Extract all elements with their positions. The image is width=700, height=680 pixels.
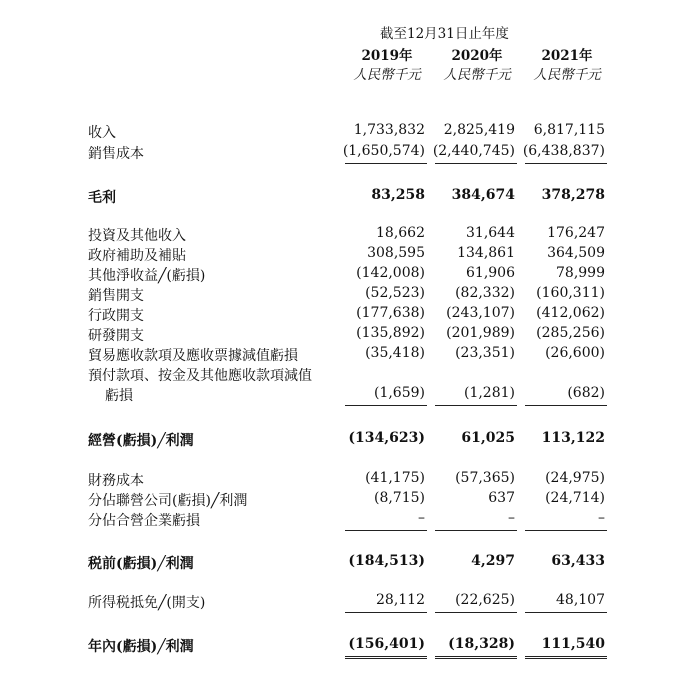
row-label: 毛利	[88, 190, 116, 206]
value-2019: (177,638)	[356, 305, 425, 321]
row-label: 研發開支	[88, 328, 144, 344]
value-2021: 176,247	[547, 225, 605, 241]
value-2019: (41,175)	[365, 470, 425, 486]
value-2020: –	[508, 510, 515, 526]
row-investment-income	[0, 225, 700, 245]
row-profit-for-year	[0, 636, 700, 656]
row-cost-of-sales	[0, 143, 700, 163]
value-2019: 308,595	[367, 245, 425, 261]
value-2020: 61,025	[461, 430, 515, 446]
row-label: 收入	[88, 125, 116, 141]
value-2020: (23,351)	[455, 345, 515, 361]
row-label: 分佔聯營公司(虧損)╱利潤	[88, 493, 248, 509]
rule-2021	[525, 163, 607, 164]
value-2021: 378,278	[541, 187, 605, 203]
unit-2021-header: 人民幣千元	[533, 67, 601, 83]
value-2021: 78,999	[556, 265, 605, 281]
double-rule-2021	[525, 656, 607, 659]
row-finance-costs	[0, 470, 700, 490]
row-label: 政府補助及補貼	[88, 248, 186, 264]
row-trade-receivables-impairment	[0, 345, 700, 365]
rule-2021	[525, 405, 607, 406]
value-2021: (6,438,837)	[522, 143, 605, 159]
row-prepayments-impairment-line2	[0, 385, 700, 405]
double-rule-2020	[435, 656, 517, 659]
value-2020: (57,365)	[455, 470, 515, 486]
value-2020: 4,297	[471, 553, 515, 569]
value-2020: (243,107)	[446, 305, 515, 321]
row-label: 經營(虧損)╱利潤	[88, 433, 194, 449]
rule-2019	[345, 530, 427, 531]
value-2019: (142,008)	[356, 265, 425, 281]
value-2020: 384,674	[451, 187, 515, 203]
row-prepayments-impairment-line1	[0, 365, 700, 385]
value-2019: (35,418)	[365, 345, 425, 361]
row-other-net-gains	[0, 265, 700, 285]
row-operating-profit	[0, 430, 700, 450]
row-admin-expenses	[0, 305, 700, 325]
row-label: 銷售開支	[88, 288, 144, 304]
value-2020: (22,625)	[455, 592, 515, 608]
value-2021: 364,509	[547, 245, 605, 261]
value-2019: (1,659)	[373, 385, 425, 401]
rule-2020	[435, 163, 517, 164]
rule-2019	[345, 163, 427, 164]
value-2021: 63,433	[551, 553, 605, 569]
value-2021: (682)	[567, 385, 605, 401]
row-income-tax	[0, 592, 700, 612]
value-2021: 113,122	[541, 430, 605, 446]
row-government-grants	[0, 245, 700, 265]
value-2020: 637	[488, 490, 515, 506]
value-2021: (26,600)	[545, 345, 605, 361]
value-2020: 31,644	[466, 225, 515, 241]
row-share-of-associates	[0, 490, 700, 510]
value-2019: 28,112	[376, 592, 425, 608]
value-2021: (412,062)	[536, 305, 605, 321]
rule-2020	[435, 405, 517, 406]
row-label: 年內(虧損)╱利潤	[88, 639, 194, 655]
row-selling-expenses	[0, 285, 700, 305]
rule-2019	[345, 405, 427, 406]
row-gross-profit	[0, 187, 700, 207]
value-2019: (52,523)	[365, 285, 425, 301]
value-2021: (285,256)	[536, 325, 605, 341]
value-2021: (160,311)	[536, 285, 605, 301]
value-2020: (201,989)	[446, 325, 515, 341]
value-2019: (134,623)	[348, 430, 425, 446]
unit-2020-header: 人民幣千元	[443, 67, 511, 83]
year-2020-header: 2020年	[451, 48, 503, 64]
value-2021: 48,107	[556, 592, 605, 608]
value-2019: 83,258	[371, 187, 425, 203]
value-2021: (24,714)	[545, 490, 605, 506]
row-label: 財務成本	[88, 473, 144, 489]
row-label: 虧損	[105, 388, 133, 404]
row-label: 分佔合營企業虧損	[88, 513, 200, 529]
period-header: 截至12月31日止年度	[380, 26, 509, 42]
row-share-of-joint-ventures	[0, 510, 700, 530]
double-rule-2019	[345, 656, 427, 659]
value-2019: (184,513)	[348, 553, 425, 569]
row-label: 行政開支	[88, 308, 144, 324]
row-label: 預付款項、按金及其他應收款項減值	[88, 368, 312, 384]
unit-2019-header: 人民幣千元	[353, 67, 421, 83]
rule-2021	[525, 530, 607, 531]
row-revenue	[0, 122, 700, 142]
year-2019-header: 2019年	[361, 48, 413, 64]
value-2020: (18,328)	[448, 636, 515, 652]
row-rd-expenses	[0, 325, 700, 345]
value-2021: 6,817,115	[533, 122, 605, 138]
rule-2020	[435, 612, 517, 613]
row-label: 税前(虧損)╱利潤	[88, 556, 194, 572]
value-2020: (1,281)	[463, 385, 515, 401]
value-2020: (82,332)	[455, 285, 515, 301]
value-2019: –	[418, 510, 425, 526]
value-2021: 111,540	[541, 636, 605, 652]
row-label: 其他淨收益╱(虧損)	[88, 268, 206, 284]
rule-2020	[435, 530, 517, 531]
value-2019: 18,662	[376, 225, 425, 241]
value-2021: (24,975)	[545, 470, 605, 486]
value-2019: 1,733,832	[353, 122, 425, 138]
value-2020: 2,825,419	[443, 122, 515, 138]
row-profit-before-tax	[0, 553, 700, 573]
value-2020: 134,861	[457, 245, 515, 261]
value-2019: (1,650,574)	[342, 143, 425, 159]
year-2021-header: 2021年	[541, 48, 593, 64]
row-label: 所得税抵免╱(開支)	[88, 595, 206, 611]
value-2020: (2,440,745)	[432, 143, 515, 159]
value-2019: (135,892)	[356, 325, 425, 341]
row-label: 投資及其他收入	[88, 228, 186, 244]
row-label: 銷售成本	[88, 146, 144, 162]
rule-2021	[525, 612, 607, 613]
rule-2019	[345, 612, 427, 613]
row-label: 貿易應收款項及應收票據減值虧損	[88, 348, 298, 364]
value-2020: 61,906	[466, 265, 515, 281]
value-2019: (156,401)	[348, 636, 425, 652]
value-2021: –	[598, 510, 605, 526]
value-2019: (8,715)	[373, 490, 425, 506]
